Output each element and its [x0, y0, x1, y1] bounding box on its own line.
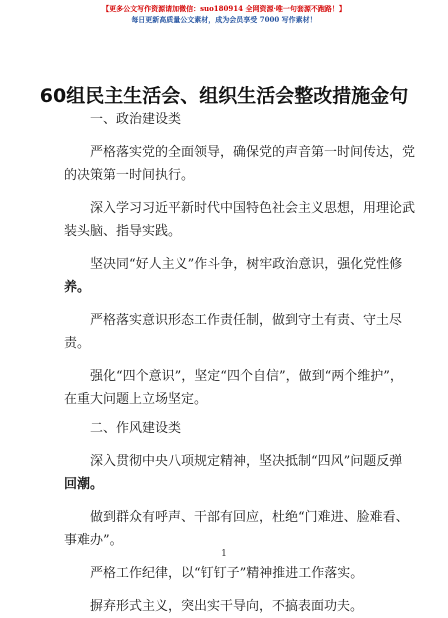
paragraph [64, 141, 416, 187]
paragraph-line: 养。 [64, 280, 91, 295]
paragraph [64, 562, 386, 585]
paragraph-line: 强化“四个意识”，坚定“四个自信”，做到“两个维护”， [90, 369, 403, 384]
paragraph [64, 450, 403, 496]
paragraph-line: 严格落实意识形态工作责任制，做到守土有责、守土尽 [90, 313, 403, 328]
paragraph-line: 做到群众有呼声、干部有回应，杜绝“门难进、脸难看、 [90, 510, 409, 525]
paragraph-line: 摒弃形式主义，突出实干导向，不搞表面功夫。 [90, 599, 364, 614]
paragraph [64, 506, 409, 552]
paragraph [64, 253, 403, 299]
paragraph-line: 装头脑、指导实践。 [64, 224, 182, 239]
section-heading-political: 一、政治建设类 [90, 112, 182, 127]
banner-line-1: 【更多公文写作资源请加微信：suo180914 全网资源·唯一句套源不跑路！】 [102, 4, 346, 13]
paragraph-line: 的决策第一时间执行。 [64, 168, 195, 183]
paragraph [64, 365, 403, 411]
paragraph-line: 在重大问题上立场坚定。 [64, 392, 208, 407]
paragraph-line: 严格工作纪律，以“钉钉子”精神推进工作落实。 [90, 566, 364, 581]
section-heading-style: 二、作风建设类 [90, 421, 182, 436]
paragraph [64, 309, 403, 355]
document-body [64, 108, 416, 618]
paragraph-line: 回潮。 [64, 477, 104, 492]
paragraph [64, 197, 416, 243]
header-banner [0, 3, 448, 25]
paragraph-line: 事难办”。 [64, 533, 123, 548]
paragraph-line: 坚决同“好人主义”作斗争，树牢政治意识，强化党性修 [90, 257, 403, 272]
page-number: 1 [221, 549, 227, 559]
paragraph-line: 深入贯彻中央八项规定精神，坚决抵制“四风”问题反弹 [90, 454, 403, 469]
paragraph-line: 责。 [64, 336, 91, 351]
document-title: 60组民主生活会、组织生活会整改措施金句 [39, 85, 409, 107]
banner-line-2: 每日更新高质量公文素材，成为会员享受 7000 写作素材！ [131, 15, 317, 24]
paragraph-line: 严格落实党的全面领导，确保党的声音第一时间传达，党 [90, 145, 416, 160]
paragraph-line: 深入学习习近平新时代中国特色社会主义思想，用理论武 [90, 201, 416, 216]
paragraph [64, 595, 386, 618]
